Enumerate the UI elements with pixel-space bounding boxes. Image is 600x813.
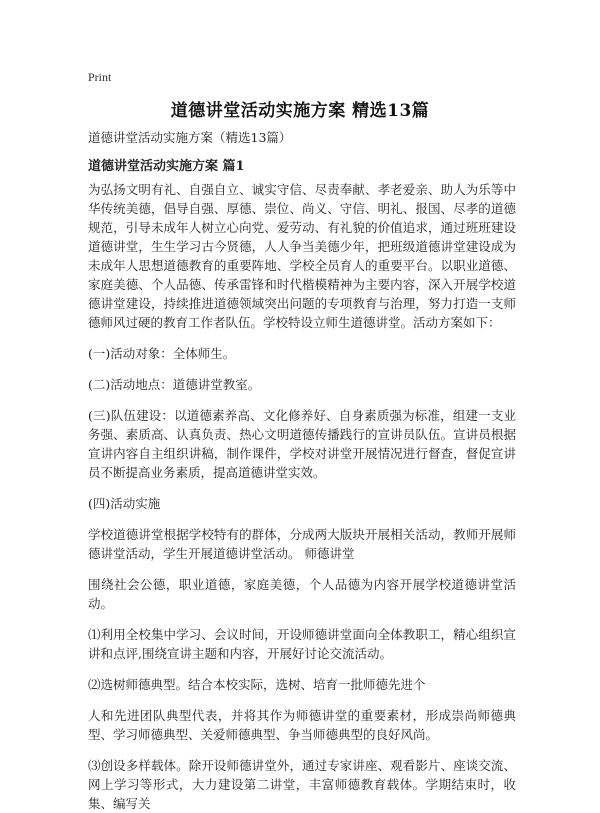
document-subtitle: 道德讲堂活动实施方案（精选13篇） [88, 130, 292, 145]
paragraph-intro: 为弘扬文明有礼、自强自立、诚实守信、尽责奉献、孝老爱亲、助人为乐等中华传统美德，倡导自强、厚德、崇位、尚义、守信、明礼、报国、尽孝的道德规范，引导未成年人树立心向党、爱劳动、有礼貌的价值追求，通过班班建设道德讲堂，生生学习古今贤德，人人争当美德少年，把班级道德讲堂建设成为未成年人思想道德教育的重要阵地、学校全员育人的重要平台。以职业道德、家庭美德、个人品德、传承雷锋和时代楷模精神为主要内容，深入开展学校道德讲堂建设，持续推进道德领域突出问题的专项教育与治理，努力打造一支师德师风过硬的教育工作者队伍。学校特设立师生道德讲堂。活动方案如下： [88, 182, 516, 330]
paragraph-item-3: ⑶创设多样载体。除开设师德讲堂外，通过专家讲座、观看影片、座谈交流、网上学习等形式，大力建设第二讲堂，丰富师德教育载体。学期结束时，收集、编写关 [88, 758, 516, 811]
paragraph-item-2: ⑵选树师德典型。结合本校实际，选树、培育一批师德先进个 [88, 677, 426, 692]
paragraph-location: (二)活动地点：道德讲堂教室。 [88, 377, 261, 392]
paragraph-implementation-heading: (四)活动实施 [88, 496, 161, 511]
document-body [88, 128, 516, 813]
section-heading: 道德讲堂活动实施方案 篇1 [88, 159, 245, 174]
paragraph-target: (一)活动对象：全体师生。 [88, 346, 236, 361]
paragraph-content-scope: 围绕社会公德，职业道德，家庭美德，个人品德为内容开展学校道德讲堂活动。 [88, 577, 516, 611]
paragraph-team: (三)队伍建设：以道德素养高、文化修养好、自身素质强为标准，组建一支业务强、素质高、认真负责、热心文明道德传播践行的宣讲员队伍。宣讲员根据宣讲内容自主组织讲稿，制作课件，学校对讲堂开展情况进行督查，督促宣讲员不断提高业务素质，提高道德讲堂实效。 [88, 408, 516, 480]
paragraph-implementation: 学校道德讲堂根据学校特有的群体，分成两大版块开展相关活动，教师开展师德讲堂活动，学生开展道德讲堂活动。 师德讲堂 [88, 527, 516, 561]
print-label: Print [88, 70, 112, 84]
paragraph-item-1: ⑴利用全校集中学习、会议时间，开设师德讲堂面向全体教职工，精心组织宣讲和点评,围绕宣讲主题和内容，开展好讨论交流活动。 [88, 627, 516, 661]
document-title: 道德讲堂活动实施方案 精选13篇 [170, 101, 430, 121]
paragraph-item-2-cont: 人和先进团队典型代表，并将其作为师德讲堂的重要素材，形成崇尚师德典型、学习师德典型、关爱师德典型、争当师德典型的良好风尚。 [88, 708, 516, 742]
